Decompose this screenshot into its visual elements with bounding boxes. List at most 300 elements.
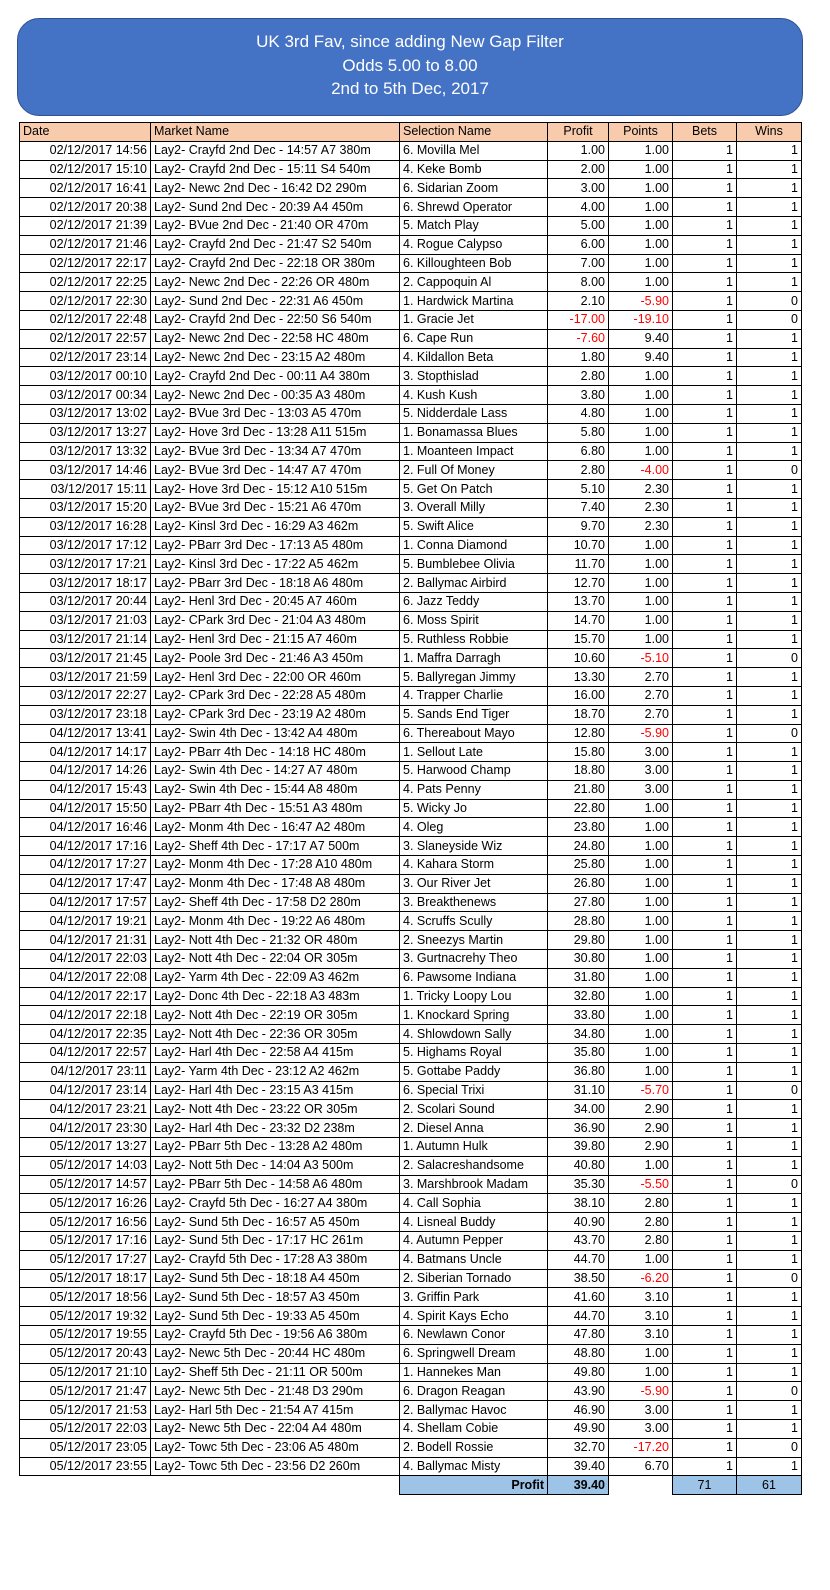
- profit-cell: 29.80: [548, 931, 609, 950]
- market-name-cell: Lay2- Poole 3rd Dec - 21:46 A3 450m: [151, 649, 400, 668]
- table-row: [20, 179, 802, 198]
- table-row: [20, 1438, 802, 1457]
- date-cell: 03/12/2017 22:27: [20, 686, 151, 705]
- wins-cell: 1: [737, 423, 802, 442]
- points-cell: 1.00: [609, 254, 673, 273]
- selection-name-cell: 2. Ballymac Airbird: [400, 574, 548, 593]
- table-row: [20, 292, 802, 311]
- date-cell: 04/12/2017 15:43: [20, 780, 151, 799]
- bets-cell: 1: [673, 950, 737, 969]
- date-cell: 05/12/2017 21:47: [20, 1382, 151, 1401]
- market-name-cell: Lay2- Newc 2nd Dec - 22:26 OR 480m: [151, 273, 400, 292]
- bets-cell: 1: [673, 1062, 737, 1081]
- points-cell: 1.00: [609, 837, 673, 856]
- points-cell: -5.70: [609, 1081, 673, 1100]
- selection-name-cell: 3. Overall Milly: [400, 498, 548, 517]
- bets-cell: 1: [673, 799, 737, 818]
- wins-cell: 1: [737, 404, 802, 423]
- bets-cell: 1: [673, 818, 737, 837]
- wins-cell: 1: [737, 611, 802, 630]
- date-cell: 04/12/2017 19:21: [20, 912, 151, 931]
- wins-cell: 1: [737, 1062, 802, 1081]
- bets-cell: 1: [673, 1138, 737, 1157]
- wins-cell: 1: [737, 668, 802, 687]
- profit-cell: 27.80: [548, 893, 609, 912]
- wins-cell: 1: [737, 874, 802, 893]
- wins-cell: 1: [737, 1138, 802, 1157]
- date-cell: 02/12/2017 22:48: [20, 310, 151, 329]
- table-row: [20, 461, 802, 480]
- selection-name-cell: 6. Pawsome Indiana: [400, 968, 548, 987]
- date-cell: 03/12/2017 23:18: [20, 705, 151, 724]
- market-name-cell: Lay2- Newc 2nd Dec - 23:15 A2 480m: [151, 348, 400, 367]
- points-cell: 9.40: [609, 329, 673, 348]
- profit-cell: 23.80: [548, 818, 609, 837]
- market-name-cell: Lay2- Henl 3rd Dec - 20:45 A7 460m: [151, 592, 400, 611]
- table-row: [20, 198, 802, 217]
- bets-cell: 1: [673, 1363, 737, 1382]
- points-cell: 3.10: [609, 1307, 673, 1326]
- table-row: [20, 874, 802, 893]
- date-cell: 03/12/2017 00:34: [20, 386, 151, 405]
- selection-name-cell: 5. Bumblebee Olivia: [400, 555, 548, 574]
- table-row: [20, 1307, 802, 1326]
- profit-cell: 2.00: [548, 160, 609, 179]
- date-cell: 03/12/2017 15:11: [20, 480, 151, 499]
- selection-name-cell: 6. Moss Spirit: [400, 611, 548, 630]
- points-cell: 1.00: [609, 874, 673, 893]
- selection-name-cell: 5. Ruthless Robbie: [400, 630, 548, 649]
- date-cell: 04/12/2017 17:16: [20, 837, 151, 856]
- total-bets: 71: [673, 1476, 737, 1495]
- table-row: [20, 780, 802, 799]
- bets-cell: 1: [673, 874, 737, 893]
- wins-cell: 1: [737, 1326, 802, 1345]
- profit-cell: 15.80: [548, 743, 609, 762]
- table-row: [20, 1194, 802, 1213]
- wins-cell: 1: [737, 367, 802, 386]
- selection-name-cell: 5. Gottabe Paddy: [400, 1062, 548, 1081]
- date-cell: 04/12/2017 15:50: [20, 799, 151, 818]
- selection-name-cell: 2. Ballymac Havoc: [400, 1401, 548, 1420]
- profit-cell: 10.60: [548, 649, 609, 668]
- table-row: [20, 686, 802, 705]
- wins-cell: 1: [737, 386, 802, 405]
- wins-cell: 1: [737, 1213, 802, 1232]
- date-cell: 04/12/2017 14:17: [20, 743, 151, 762]
- points-cell: -6.20: [609, 1269, 673, 1288]
- date-cell: 05/12/2017 17:16: [20, 1232, 151, 1251]
- profit-cell: -7.60: [548, 329, 609, 348]
- col-header-points: Points: [609, 123, 673, 142]
- market-name-cell: Lay2- Crayfd 2nd Dec - 00:11 A4 380m: [151, 367, 400, 386]
- date-cell: 02/12/2017 21:39: [20, 216, 151, 235]
- bets-cell: 1: [673, 592, 737, 611]
- table-row: [20, 141, 802, 160]
- totals-label: Profit: [400, 1476, 548, 1495]
- profit-cell: 30.80: [548, 950, 609, 969]
- market-name-cell: Lay2- Sund 5th Dec - 16:57 A5 450m: [151, 1213, 400, 1232]
- wins-cell: 1: [737, 743, 802, 762]
- points-cell: 2.90: [609, 1119, 673, 1138]
- profit-cell: 47.80: [548, 1326, 609, 1345]
- profit-cell: 3.00: [548, 179, 609, 198]
- profit-cell: 38.50: [548, 1269, 609, 1288]
- bets-cell: 1: [673, 1025, 737, 1044]
- selection-name-cell: 3. Griffin Park: [400, 1288, 548, 1307]
- wins-cell: 0: [737, 461, 802, 480]
- table-row: [20, 912, 802, 931]
- bets-cell: 1: [673, 555, 737, 574]
- wins-cell: 1: [737, 536, 802, 555]
- table-row: [20, 1288, 802, 1307]
- bets-cell: 1: [673, 1307, 737, 1326]
- wins-cell: 1: [737, 893, 802, 912]
- date-cell: 03/12/2017 18:17: [20, 574, 151, 593]
- bets-cell: 1: [673, 1250, 737, 1269]
- selection-name-cell: 2. Siberian Tornado: [400, 1269, 548, 1288]
- table-row: [20, 968, 802, 987]
- points-cell: 1.00: [609, 611, 673, 630]
- market-name-cell: Lay2- Yarm 4th Dec - 23:12 A2 462m: [151, 1062, 400, 1081]
- profit-cell: 2.80: [548, 461, 609, 480]
- wins-cell: 1: [737, 254, 802, 273]
- profit-cell: 7.40: [548, 498, 609, 517]
- selection-name-cell: 5. Harwood Champ: [400, 762, 548, 781]
- selection-name-cell: 3. Slaneyside Wiz: [400, 837, 548, 856]
- bets-cell: 1: [673, 254, 737, 273]
- wins-cell: 1: [737, 216, 802, 235]
- profit-cell: 35.30: [548, 1175, 609, 1194]
- selection-name-cell: 3. Stopthislad: [400, 367, 548, 386]
- profit-cell: 31.80: [548, 968, 609, 987]
- profit-cell: 12.80: [548, 724, 609, 743]
- points-cell: 1.00: [609, 1156, 673, 1175]
- table-row: [20, 1025, 802, 1044]
- selection-name-cell: 4. Shlowdown Sally: [400, 1025, 548, 1044]
- date-cell: 04/12/2017 23:11: [20, 1062, 151, 1081]
- selection-name-cell: 4. Scruffs Scully: [400, 912, 548, 931]
- profit-cell: 4.00: [548, 198, 609, 217]
- selection-name-cell: 5. Match Play: [400, 216, 548, 235]
- date-cell: 02/12/2017 14:56: [20, 141, 151, 160]
- wins-cell: 1: [737, 780, 802, 799]
- selection-name-cell: 4. Ballymac Misty: [400, 1457, 548, 1476]
- points-cell: 1.00: [609, 1044, 673, 1063]
- date-cell: 04/12/2017 22:03: [20, 950, 151, 969]
- profit-cell: 46.90: [548, 1401, 609, 1420]
- table-row: [20, 348, 802, 367]
- date-cell: 04/12/2017 17:47: [20, 874, 151, 893]
- wins-cell: 1: [737, 198, 802, 217]
- points-cell: 2.30: [609, 498, 673, 517]
- bets-cell: 1: [673, 1194, 737, 1213]
- points-cell: 1.00: [609, 141, 673, 160]
- points-cell: 1.00: [609, 1025, 673, 1044]
- points-cell: 2.80: [609, 1194, 673, 1213]
- points-cell: 1.00: [609, 423, 673, 442]
- points-cell: 2.30: [609, 480, 673, 499]
- profit-cell: 15.70: [548, 630, 609, 649]
- wins-cell: 1: [737, 1457, 802, 1476]
- bets-cell: 1: [673, 968, 737, 987]
- table-row: [20, 235, 802, 254]
- market-name-cell: Lay2- Hove 3rd Dec - 13:28 A11 515m: [151, 423, 400, 442]
- selection-name-cell: 4. Kildallon Beta: [400, 348, 548, 367]
- bets-cell: 1: [673, 1401, 737, 1420]
- market-name-cell: Lay2- Newc 2nd Dec - 16:42 D2 290m: [151, 179, 400, 198]
- table-row: [20, 480, 802, 499]
- table-row: [20, 649, 802, 668]
- profit-cell: 4.80: [548, 404, 609, 423]
- bets-cell: 1: [673, 273, 737, 292]
- wins-cell: 1: [737, 1250, 802, 1269]
- date-cell: 05/12/2017 23:05: [20, 1438, 151, 1457]
- profit-cell: 16.00: [548, 686, 609, 705]
- selection-name-cell: 2. Sneezys Martin: [400, 931, 548, 950]
- table-row: [20, 1363, 802, 1382]
- col-header-bets: Bets: [673, 123, 737, 142]
- points-cell: 2.80: [609, 1213, 673, 1232]
- profit-cell: 36.90: [548, 1119, 609, 1138]
- date-cell: 04/12/2017 16:46: [20, 818, 151, 837]
- table-row: [20, 310, 802, 329]
- date-cell: 02/12/2017 16:41: [20, 179, 151, 198]
- market-name-cell: Lay2- Newc 5th Dec - 21:48 D3 290m: [151, 1382, 400, 1401]
- totals-row: [20, 1476, 802, 1495]
- market-name-cell: Lay2- Newc 2nd Dec - 22:58 HC 480m: [151, 329, 400, 348]
- wins-cell: 1: [737, 968, 802, 987]
- points-cell: 1.00: [609, 235, 673, 254]
- table-row: [20, 837, 802, 856]
- table-row: [20, 273, 802, 292]
- date-cell: 05/12/2017 18:17: [20, 1269, 151, 1288]
- table-row: [20, 536, 802, 555]
- selection-name-cell: 6. Jazz Teddy: [400, 592, 548, 611]
- profit-cell: 6.00: [548, 235, 609, 254]
- selection-name-cell: 5. Sands End Tiger: [400, 705, 548, 724]
- points-cell: 1.00: [609, 367, 673, 386]
- profit-cell: 5.80: [548, 423, 609, 442]
- selection-name-cell: 2. Full Of Money: [400, 461, 548, 480]
- selection-name-cell: 1. Sellout Late: [400, 743, 548, 762]
- market-name-cell: Lay2- Nott 4th Dec - 22:19 OR 305m: [151, 1006, 400, 1025]
- table-row: [20, 574, 802, 593]
- bets-cell: 1: [673, 423, 737, 442]
- wins-cell: 1: [737, 1307, 802, 1326]
- date-cell: 04/12/2017 23:21: [20, 1100, 151, 1119]
- table-row: [20, 1232, 802, 1251]
- market-name-cell: Lay2- Towc 5th Dec - 23:56 D2 260m: [151, 1457, 400, 1476]
- table-row: [20, 555, 802, 574]
- wins-cell: 1: [737, 555, 802, 574]
- market-name-cell: Lay2- PBarr 4th Dec - 15:51 A3 480m: [151, 799, 400, 818]
- profit-cell: 49.90: [548, 1419, 609, 1438]
- wins-cell: 1: [737, 1119, 802, 1138]
- profit-cell: 40.90: [548, 1213, 609, 1232]
- date-cell: 02/12/2017 15:10: [20, 160, 151, 179]
- points-cell: 1.00: [609, 536, 673, 555]
- bets-cell: 1: [673, 1438, 737, 1457]
- selection-name-cell: 3. Our River Jet: [400, 874, 548, 893]
- wins-cell: 1: [737, 273, 802, 292]
- table-row: [20, 1175, 802, 1194]
- wins-cell: 0: [737, 724, 802, 743]
- bets-cell: 1: [673, 1044, 737, 1063]
- wins-cell: 0: [737, 1438, 802, 1457]
- profit-cell: 14.70: [548, 611, 609, 630]
- table-row: [20, 1326, 802, 1345]
- wins-cell: 0: [737, 310, 802, 329]
- bets-cell: 1: [673, 1382, 737, 1401]
- selection-name-cell: 6. Thereabout Mayo: [400, 724, 548, 743]
- profit-cell: 43.90: [548, 1382, 609, 1401]
- bets-cell: 1: [673, 1081, 737, 1100]
- table-row: [20, 216, 802, 235]
- market-name-cell: Lay2- Crayfd 2nd Dec - 15:11 S4 540m: [151, 160, 400, 179]
- wins-cell: 1: [737, 1344, 802, 1363]
- odds-range: Odds 5.00 to 8.00: [342, 55, 478, 75]
- market-name-cell: Lay2- Nott 5th Dec - 14:04 A3 500m: [151, 1156, 400, 1175]
- bets-cell: 1: [673, 1156, 737, 1175]
- points-cell: 2.70: [609, 668, 673, 687]
- date-cell: 04/12/2017 22:08: [20, 968, 151, 987]
- market-name-cell: Lay2- Sund 5th Dec - 18:18 A4 450m: [151, 1269, 400, 1288]
- profit-cell: 18.70: [548, 705, 609, 724]
- selection-name-cell: 5. Ballyregan Jimmy: [400, 668, 548, 687]
- profit-cell: 34.80: [548, 1025, 609, 1044]
- bets-cell: 1: [673, 1175, 737, 1194]
- profit-cell: 24.80: [548, 837, 609, 856]
- profit-cell: 13.30: [548, 668, 609, 687]
- profit-cell: 22.80: [548, 799, 609, 818]
- table-row: [20, 630, 802, 649]
- table-row: [20, 592, 802, 611]
- wins-cell: 1: [737, 1100, 802, 1119]
- table-row: [20, 1156, 802, 1175]
- date-cell: 04/12/2017 23:30: [20, 1119, 151, 1138]
- selection-name-cell: 4. Rogue Calypso: [400, 235, 548, 254]
- date-cell: 02/12/2017 21:46: [20, 235, 151, 254]
- points-cell: 3.00: [609, 743, 673, 762]
- wins-cell: 1: [737, 1194, 802, 1213]
- col-header-profit: Profit: [548, 123, 609, 142]
- selection-name-cell: 1. Gracie Jet: [400, 310, 548, 329]
- profit-cell: 48.80: [548, 1344, 609, 1363]
- selection-name-cell: 6. Cape Run: [400, 329, 548, 348]
- market-name-cell: Lay2- Nott 4th Dec - 21:32 OR 480m: [151, 931, 400, 950]
- points-cell: 3.10: [609, 1326, 673, 1345]
- market-name-cell: Lay2- PBarr 5th Dec - 13:28 A2 480m: [151, 1138, 400, 1157]
- profit-cell: 34.00: [548, 1100, 609, 1119]
- bets-cell: 1: [673, 724, 737, 743]
- selection-name-cell: 1. Moanteen Impact: [400, 442, 548, 461]
- bets-cell: 1: [673, 517, 737, 536]
- market-name-cell: Lay2- Crayfd 5th Dec - 17:28 A3 380m: [151, 1250, 400, 1269]
- date-cell: 04/12/2017 22:35: [20, 1025, 151, 1044]
- bets-cell: 1: [673, 216, 737, 235]
- header-row: [20, 123, 802, 142]
- points-cell: -4.00: [609, 461, 673, 480]
- date-cell: 05/12/2017 16:56: [20, 1213, 151, 1232]
- points-cell: 1.00: [609, 574, 673, 593]
- date-cell: 03/12/2017 21:45: [20, 649, 151, 668]
- wins-cell: 1: [737, 141, 802, 160]
- table-row: [20, 329, 802, 348]
- market-name-cell: Lay2- Towc 5th Dec - 23:06 A5 480m: [151, 1438, 400, 1457]
- market-name-cell: Lay2- Yarm 4th Dec - 22:09 A3 462m: [151, 968, 400, 987]
- selection-name-cell: 6. Movilla Mel: [400, 141, 548, 160]
- table-row: [20, 404, 802, 423]
- points-cell: 1.00: [609, 1006, 673, 1025]
- bets-cell: 1: [673, 480, 737, 499]
- table-row: [20, 498, 802, 517]
- selection-name-cell: 1. Knockard Spring: [400, 1006, 548, 1025]
- wins-cell: 1: [737, 574, 802, 593]
- table-row: [20, 1344, 802, 1363]
- bets-cell: 1: [673, 780, 737, 799]
- profit-cell: 7.00: [548, 254, 609, 273]
- wins-cell: 1: [737, 931, 802, 950]
- report-title-banner: [17, 18, 803, 116]
- points-cell: 1.00: [609, 386, 673, 405]
- wins-cell: 1: [737, 705, 802, 724]
- bets-cell: 1: [673, 762, 737, 781]
- wins-cell: 1: [737, 235, 802, 254]
- table-row: [20, 1213, 802, 1232]
- points-cell: 3.00: [609, 1419, 673, 1438]
- selection-name-cell: 4. Trapper Charlie: [400, 686, 548, 705]
- selection-name-cell: 6. Newlawn Conor: [400, 1326, 548, 1345]
- date-cell: 02/12/2017 22:57: [20, 329, 151, 348]
- date-cell: 04/12/2017 22:18: [20, 1006, 151, 1025]
- date-cell: 03/12/2017 14:46: [20, 461, 151, 480]
- selection-name-cell: 1. Bonamassa Blues: [400, 423, 548, 442]
- market-name-cell: Lay2- Harl 4th Dec - 23:32 D2 238m: [151, 1119, 400, 1138]
- date-cell: 05/12/2017 18:56: [20, 1288, 151, 1307]
- market-name-cell: Lay2- Swin 4th Dec - 14:27 A7 480m: [151, 762, 400, 781]
- bets-cell: 1: [673, 856, 737, 875]
- wins-cell: 1: [737, 856, 802, 875]
- wins-cell: 1: [737, 498, 802, 517]
- col-header-wins: Wins: [737, 123, 802, 142]
- table-row: [20, 1457, 802, 1476]
- market-name-cell: Lay2- Monm 4th Dec - 19:22 A6 480m: [151, 912, 400, 931]
- wins-cell: 1: [737, 837, 802, 856]
- selection-name-cell: 1. Maffra Darragh: [400, 649, 548, 668]
- date-cell: 03/12/2017 13:02: [20, 404, 151, 423]
- selection-name-cell: 6. Springwell Dream: [400, 1344, 548, 1363]
- wins-cell: 1: [737, 686, 802, 705]
- profit-cell: 1.00: [548, 141, 609, 160]
- date-cell: 04/12/2017 22:17: [20, 987, 151, 1006]
- profit-cell: 10.70: [548, 536, 609, 555]
- date-cell: 02/12/2017 22:17: [20, 254, 151, 273]
- date-cell: 05/12/2017 14:03: [20, 1156, 151, 1175]
- wins-cell: 1: [737, 818, 802, 837]
- selection-name-cell: 1. Tricky Loopy Lou: [400, 987, 548, 1006]
- profit-cell: 49.80: [548, 1363, 609, 1382]
- bets-cell: 1: [673, 1419, 737, 1438]
- table-row: [20, 611, 802, 630]
- profit-cell: 18.80: [548, 762, 609, 781]
- selection-name-cell: 5. Get On Patch: [400, 480, 548, 499]
- date-cell: 04/12/2017 14:26: [20, 762, 151, 781]
- date-cell: 03/12/2017 15:20: [20, 498, 151, 517]
- market-name-cell: Lay2- PBarr 4th Dec - 14:18 HC 480m: [151, 743, 400, 762]
- market-name-cell: Lay2- Newc 5th Dec - 22:04 A4 480m: [151, 1419, 400, 1438]
- market-name-cell: Lay2- Henl 3rd Dec - 22:00 OR 460m: [151, 668, 400, 687]
